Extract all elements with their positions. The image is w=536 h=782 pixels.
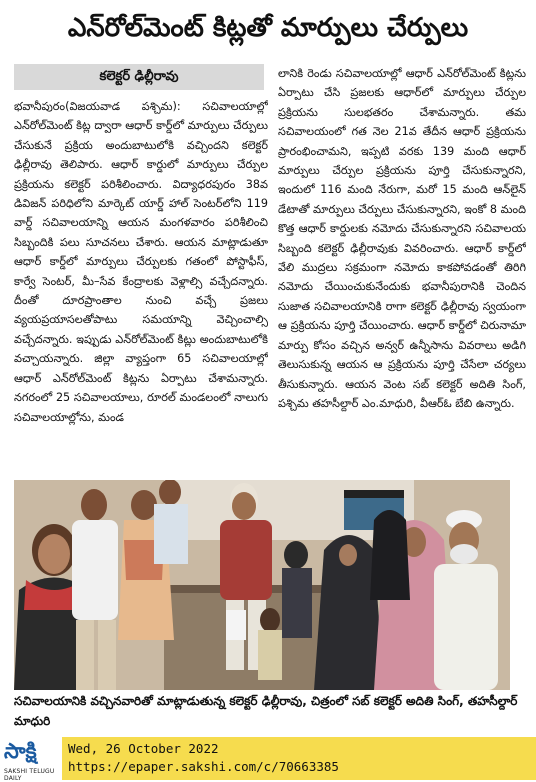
logo-text: సాక్షి [4, 739, 37, 763]
footer-url[interactable]: https://epaper.sakshi.com/c/70663385 [68, 759, 339, 774]
article-text-right: లానికి రెండు సచివాలయాల్లో ఆధార్ ఎన్‌రోల్‌మెంట్ కిట్లను ఏర్పాటు చేసి ప్రజలకు ఆధార్‌లో మార్పులు చేర్పుల ప్రక్రియను సులభతరం చేశామన్నారు. తమ సచివాలయంలో గత నెల 21వ తేదీన ఆధార్ ప్రక్రియను ప్రారంభించామని, ఇప్పటి వరకు 139 మంది ఆధార్ మార్పులు చేర్పుల ప్రక్రియను పూర్తి చేసుకున్నారని, ఇందులో 116 మంది నేరుగా, మరో 15 మంది ఆన్‌లైన్ డేటాతో మార్పులు చేర్పులు చేసుకున్నారని, ఇంకో 8 మంది కొత్త ఆధార్ కార్డులకు నమోదు చేసుకున్నారని సచివాలయ సిబ్బంది కలెక్టర్ ఢిల్లీరావుకు వివరించారు. ఆధార్ కార్డ్‌లో వేలి ముద్రలు సక్రమంగా నమోదు కాకపోవడంతో తిరిగి నమోదు చేయించుకునేందుకు భవానీపురానికి చెందిన సుజాత సచివాలయానికి రాగా కలెక్టర్ ఢిల్లీరావు స్వయంగా ఆ ప్రక్రియను పూర్తి చేయించారు. ఆధార్ కార్డ్‌లో చిరునామా మార్పు కోసం వచ్చిన అన్వర్ ఉన్నీసాను వివరాలు అడిగి తెలుసుకున్న ఆయన ఆ ప్రక్రియను పూర్తి చేసేలా చర్యలు తీసుకున్నారు. ఆయన వెంట సబ్ కలెక్టర్ అదితి సింగ్, పశ్చిమ తహసీల్దార్ ఎం.మాధురి, వీఆర్‌ఓ బేబి ఉన్నారు. [278, 67, 526, 410]
photo-caption: సచివాలయానికి వచ్చినవారితో మాట్లాడుతున్న కలెక్టర్ ఢిల్లీరావు, చిత్రంలో సబ్ కలెక్టర్ అదితి సింగ్, తహసీల్దార్ మాధురి [14, 694, 518, 728]
article-column-left [14, 97, 268, 482]
headline: ఎన్‌రోల్‌మెంట్ కిట్లతో మార్పులు చేర్పులు [67, 13, 469, 43]
logo-subtext: SAKSHI TELUGU DAILY [4, 768, 55, 782]
news-photo [14, 480, 510, 690]
footer-date: Wed, 26 October 2022 [68, 741, 219, 756]
article-text-left: భవానీపురం(విజయవాడ పశ్చిమ): సచివాలయాల్లో ఎన్‌రోల్‌మెంట్ కిట్ల ద్వారా ఆధార్ కార్డ్‌లో మార్పులు చేర్పులు చేసుకునే ప్రక్రియ అందుబాటులోకి వచ్చిందని కలెక్టర్ ఢిల్లీరావు తెలిపారు. ఆధార్ కార్డులో మార్పులు చేర్పుల ప్రక్రియను కలెక్టర్ పరిశీలించారు. విద్యాధరపురం 38వ డివిజన్ పరిధిలోని మార్కెట్ యార్డ్ హాల్ సెంటర్‌లోని 119 వార్డ్ సచివాలయాన్ని ఆయన మంగళవారం పరిశీలించి సిబ్బందికి పలు సూచనలు చేశారు. ఆయన మాట్లాడుతూ ఆధార్ కార్డ్‌లో మార్పులు చేర్పులకు గతంలో పోస్టాఫీస్, కార్వే సెంటర్, మీ–సేవ కేంద్రాలకు వెళ్లాల్సి వచ్చేదన్నారు. దీంతో దూరప్రాంతాల నుంచి వచ్చే ప్రజలు వ్యయప్రయాసలతోపాటు సమయాన్ని వెచ్చించాల్సి వచ్చేదన్నారు. ఇప్పుడు ఎన్‌రోల్‌మెంట్ కిట్లు అందుబాటులోకి వచ్చాయన్నారు. జిల్లా వ్యాప్తంగా 65 సచివాలయాల్లో ఆధార్ ఎన్‌రోల్‌మెంట్ కిట్లను ఏర్పాటు చేశామన్నారు. నగరంలో 25 సచివాలయాలు, రూరల్ మండలంలో నాలుగు సచివాలయాల్లోను, మండ [14, 100, 268, 424]
footer-info [68, 740, 339, 776]
sakshi-logo[interactable] [0, 737, 62, 780]
epaper-footer [0, 737, 536, 780]
news-photo-illustration [14, 480, 510, 690]
byline: కలెక్టర్ ఢిల్లీరావు [14, 64, 264, 90]
article-column-right [278, 64, 526, 482]
